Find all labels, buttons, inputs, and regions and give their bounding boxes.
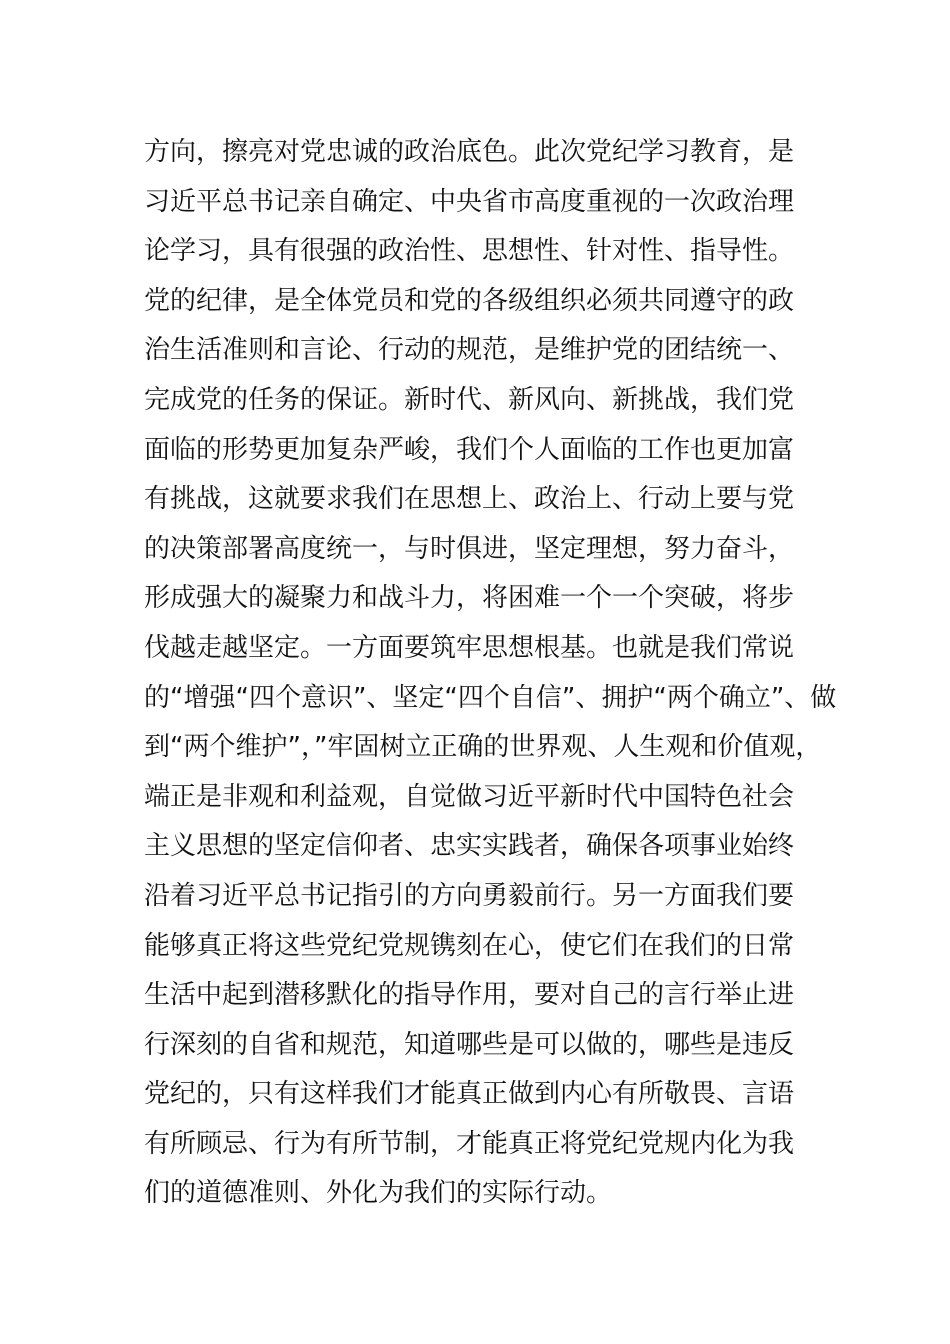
text-line: 主义思想的坚定信仰者、忠实实践者，确保各项事业始终 — [144, 831, 795, 862]
text-line: 能够真正将这些党纪党规镌刻在心，使它们在我们的日常 — [144, 930, 795, 961]
body-text — [144, 128, 837, 1219]
text-line: 有挑战，这就要求我们在思想上、政治上、行动上要与党 — [144, 484, 795, 515]
text-line: 方向，擦亮对党忠诚的政治底色。此次党纪学习教育，是 — [144, 137, 795, 167]
text-line: 党纪的，只有这样我们才能真正做到内心有所敬畏、言语 — [144, 1079, 795, 1110]
text-line: 党的纪律，是全体党员和党的各级组织必须共同遵守的政 — [144, 285, 795, 316]
text-line: 形成强大的凝聚力和战斗力，将困难一个一个突破，将步 — [144, 583, 795, 614]
text-line: 到“两个维护”，”牢固树立正确的世界观、人生观和价值观， — [144, 732, 822, 763]
text-line: 有所顾忌、行为有所节制，才能真正将党纪党规内化为我 — [144, 1128, 795, 1159]
text-line: 生活中起到潜移默化的指导作用，要对自己的言行举止进 — [144, 980, 795, 1011]
text-line: 沿着习近平总书记指引的方向勇毅前行。另一方面我们要 — [144, 880, 795, 911]
text-line: 的决策部署高度统一，与时俱进，坚定理想，努力奋斗， — [144, 533, 795, 564]
text-line: 习近平总书记亲自确定、中央省市高度重视的一次政治理 — [144, 186, 795, 217]
text-line: 伐越走越坚定。一方面要筑牢思想根基。也就是我们常说 — [144, 632, 795, 663]
text-line: 完成党的任务的保证。新时代、新风向、新挑战，我们党 — [144, 384, 795, 415]
text-line: 治生活准则和言论、行动的规范，是维护党的团结统一、 — [144, 335, 795, 366]
text-line: 论学习，具有很强的政治性、思想性、针对性、指导性。 — [144, 236, 795, 267]
text-line: 行深刻的自省和规范，知道哪些是可以做的，哪些是违反 — [144, 1029, 795, 1060]
text-line: 面临的形势更加复杂严峻，我们个人面临的工作也更加富 — [144, 434, 795, 465]
text-line: 的“增强“四个意识”、坚定“四个自信”、拥护“两个确立”、做 — [144, 682, 837, 713]
text-line: 们的道德准则、外化为我们的实际行动。 — [144, 1178, 613, 1209]
text-line: 端正是非观和利益观，自觉做习近平新时代中国特色社会 — [144, 781, 795, 812]
